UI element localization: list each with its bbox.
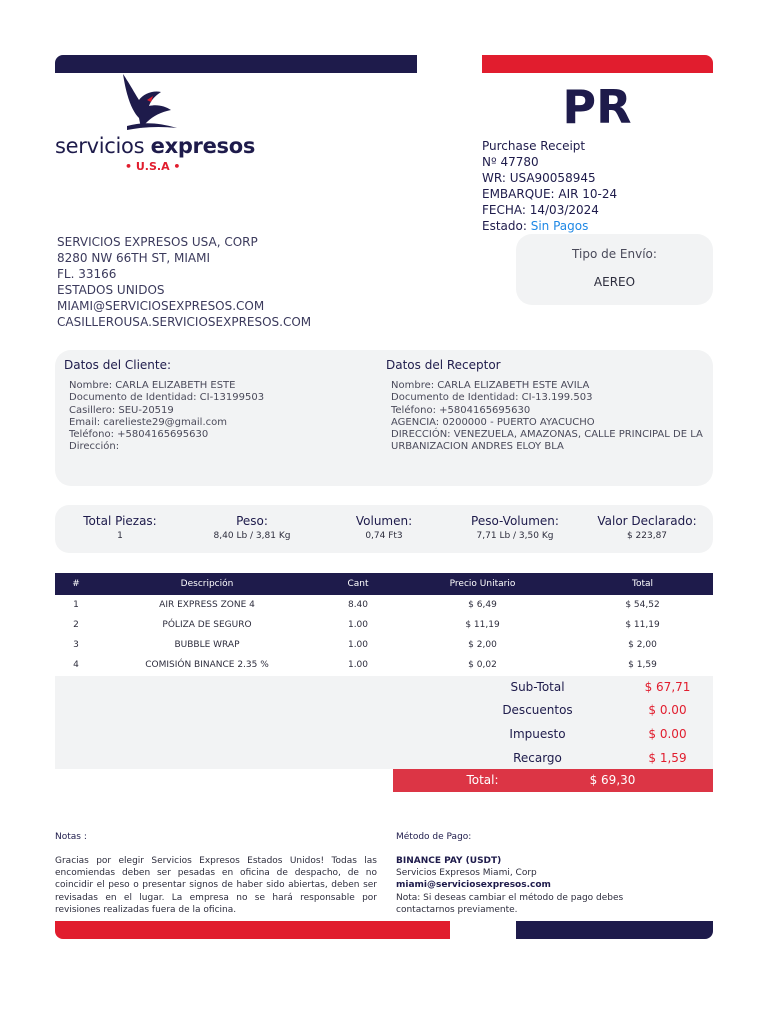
table-row [55, 615, 713, 635]
summary-declared-value [582, 514, 712, 541]
summary-label: Peso: [236, 514, 268, 528]
company-logo [55, 72, 255, 177]
receiver-id: Documento de Identidad: CI-13.199.503 [391, 392, 593, 404]
surcharge-value: $ 1,59 [648, 751, 687, 765]
tax-label: Impuesto [509, 727, 566, 741]
client-name: Nombre: CARLA ELIZABETH ESTE [69, 380, 236, 391]
summary-value: 8,40 Lb / 3,81 Kg [213, 531, 291, 541]
surcharge-label: Recargo [513, 751, 562, 765]
summary-value: 7,71 Lb / 3,50 Kg [476, 531, 554, 541]
shipment: EMBARQUE: AIR 10-24 [482, 187, 618, 201]
receiver-address: DIRECCIÓN: VENEZUELA, AMAZONAS, CALLE PRINCIPAL DE LA URBANIZACION ANDRES ELOY BLA [391, 429, 703, 453]
client-phone: Teléfono: +5804165695630 [69, 429, 209, 441]
header-description: Descripción [180, 579, 234, 589]
tax-value: $ 0.00 [648, 727, 687, 741]
warehouse-receipt: WR: USA90058945 [482, 171, 596, 185]
header-unit-price: Precio Unitario [449, 579, 516, 589]
client-email: Email: carelieste29@gmail.com [69, 416, 227, 428]
row-total: $ 11,19 [625, 620, 660, 630]
sender-country: ESTADOS UNIDOS [57, 283, 165, 297]
row-total: $ 1,59 [628, 660, 657, 670]
summary-value: $ 223,87 [626, 531, 668, 541]
client-address: Dirección: [69, 441, 120, 453]
header-quantity: Cant [347, 579, 369, 589]
shipment-summary [55, 505, 713, 553]
sender-address [57, 234, 311, 330]
header-bar-right [482, 55, 713, 73]
receiver-name: Nombre: CARLA ELIZABETH ESTE AVILA [391, 380, 590, 391]
row-quantity: 8.40 [347, 600, 369, 610]
sender-website: CASILLEROUSA.SERVICIOSEXPRESOS.COM [57, 315, 312, 329]
row-total: $ 54,52 [625, 600, 660, 610]
discount-label: Descuentos [502, 703, 573, 717]
grand-total-value: $ 69,30 [589, 773, 636, 787]
totals-panel [55, 676, 713, 769]
receipt-number: Nº 47780 [482, 155, 539, 169]
payment-method: BINANCE PAY (USDT) [396, 856, 502, 866]
payment-label: Método de Pago: [396, 832, 472, 842]
header-total: Total [631, 579, 654, 589]
row-description: AIR EXPRESS ZONE 4 [159, 600, 255, 610]
date: FECHA: 14/03/2024 [482, 203, 599, 217]
notes-label: Notas : [55, 832, 87, 842]
grand-total-label: Total: [466, 773, 499, 787]
row-unit-price: $ 6,49 [468, 600, 497, 610]
status-value: Sin Pagos [530, 219, 589, 233]
summary-label: Total Piezas: [83, 514, 157, 528]
notes-text: Gracias por elegir Servicios Expresos Estados Unidos! Todas las encomiendas deben ser pesadas en oficina de despacho, de no coincidir el peso o presentar signos de haber sido abiertas, deben ser revisadas en el lugar. La empresa no se hará responsable por revisiones realizadas fuera de la oficina. [55, 856, 377, 915]
summary-label: Valor Declarado: [597, 514, 697, 528]
header-bar-left [55, 55, 417, 73]
document-meta [482, 138, 617, 234]
sender-street: 8280 NW 66TH ST, MIAMI [57, 251, 211, 265]
client-locker: Casillero: SEU-20519 [69, 404, 174, 416]
payment-email: miami@serviciosexpresos.com [396, 880, 551, 891]
payment-details [396, 855, 656, 916]
summary-weight [187, 514, 317, 541]
sender-name: SERVICIOS EXPRESOS USA, CORP [57, 235, 258, 249]
row-number: 4 [73, 660, 79, 670]
table-row [55, 595, 713, 615]
receiver-details [391, 380, 706, 454]
client-details [69, 380, 369, 454]
row-unit-price: $ 0,02 [468, 660, 497, 670]
discount-value: $ 0.00 [648, 703, 687, 717]
row-description: PÓLIZA DE SEGURO [162, 620, 252, 630]
logo-wordmark: servicios expresos [55, 134, 256, 158]
row-description: BUBBLE WRAP [174, 640, 240, 650]
summary-volume [319, 514, 449, 541]
table-row [55, 655, 713, 675]
row-quantity: 1.00 [347, 660, 369, 670]
shipping-type-label: Tipo de Envío: [572, 247, 657, 261]
receiver-agency: AGENCIA: 0200000 - PUERTO AYACUCHO [391, 416, 595, 428]
sender-zip: FL. 33166 [57, 267, 117, 281]
row-description: COMISIÓN BINANCE 2.35 % [145, 660, 269, 670]
doc-type: Purchase Receipt [482, 139, 586, 153]
summary-volumetric-weight [450, 514, 580, 541]
footer-bar-right [516, 921, 713, 939]
summary-pieces [55, 514, 185, 541]
payment-company: Servicios Expresos Miami, Corp [396, 868, 537, 879]
row-unit-price: $ 11,19 [465, 620, 500, 630]
summary-label: Volumen: [355, 514, 413, 528]
summary-value: 1 [117, 531, 123, 541]
footer-bar-left [55, 921, 450, 939]
table-row [55, 635, 713, 655]
subtotal-label: Sub-Total [510, 680, 565, 694]
summary-value: 0,74 Ft3 [365, 531, 403, 541]
items-table-header [55, 573, 713, 595]
parties-panel [55, 350, 713, 486]
summary-label: Peso-Volumen: [471, 514, 559, 528]
shipping-type-card [516, 234, 713, 305]
receiver-phone: Teléfono: +5804165695630 [391, 404, 531, 416]
logo-usa: • U.S.A • [125, 160, 181, 173]
receiver-title: Datos del Receptor [386, 358, 501, 372]
payment-note: Nota: Si deseas cambiar el método de pago debes contactarnos previamente. [396, 892, 624, 915]
client-title: Datos del Cliente: [64, 358, 172, 372]
client-id: Documento de Identidad: CI-13199503 [69, 392, 265, 404]
subtotal-value: $ 67,71 [644, 680, 691, 694]
bird-logo-icon [117, 72, 179, 132]
header-number: # [72, 579, 80, 589]
sender-email: MIAMI@SERVICIOSEXPRESOS.COM [57, 299, 265, 313]
row-number: 1 [73, 600, 79, 610]
document-code: PR [562, 80, 632, 134]
row-unit-price: $ 2,00 [468, 640, 497, 650]
row-total: $ 2,00 [628, 640, 657, 650]
status-label: Estado: [482, 219, 527, 233]
row-number: 3 [73, 640, 79, 650]
shipping-type-value: AEREO [593, 275, 636, 289]
row-quantity: 1.00 [347, 640, 369, 650]
row-quantity: 1.00 [347, 620, 369, 630]
row-number: 2 [73, 620, 79, 630]
status-line [482, 218, 617, 234]
